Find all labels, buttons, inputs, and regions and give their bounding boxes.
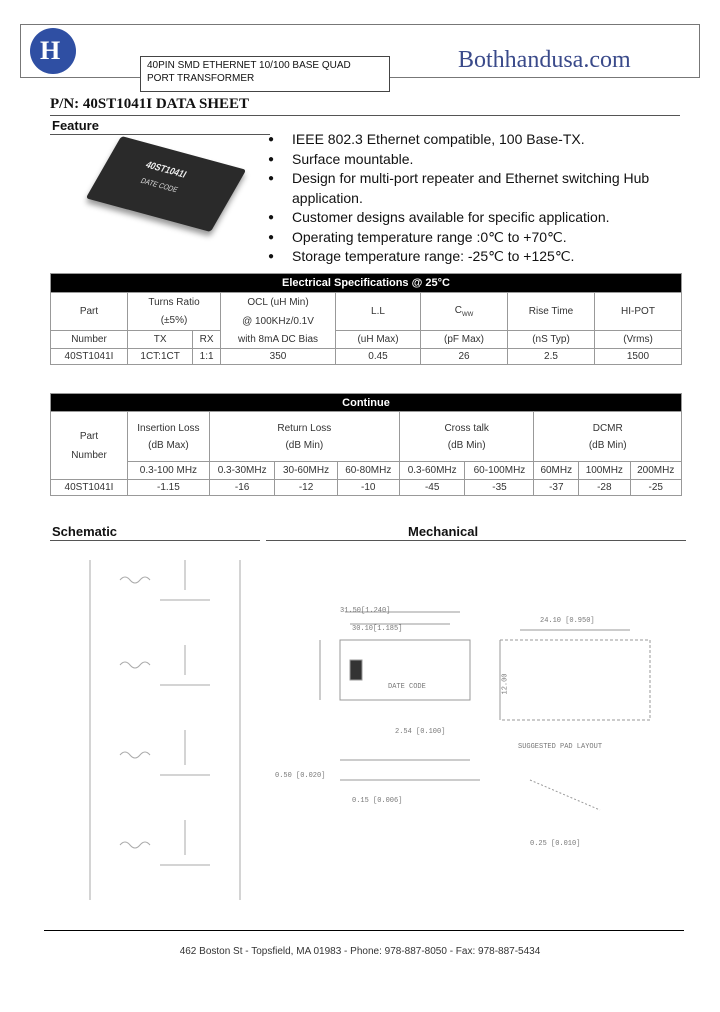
- table-cell: 40ST1041I: [51, 480, 128, 496]
- dim-label: 30.10[1.185]: [352, 625, 403, 633]
- col-header: TX: [128, 331, 193, 349]
- col-header: (nS Typ): [508, 331, 595, 349]
- list-item: ● Design for multi-port repeater and Ethernet switching Hub application.: [268, 169, 688, 208]
- table-row: [51, 349, 682, 365]
- col-header: HI-POT: [595, 293, 682, 331]
- table-cell: 26: [421, 349, 508, 365]
- table-cell: -16: [209, 480, 275, 496]
- dim-label: 12.00: [501, 673, 510, 695]
- freq-header: 200MHz: [630, 462, 681, 480]
- freq-header: 0.3-100 MHz: [128, 462, 210, 480]
- product-desc-line1: 40PIN SMD ETHERNET 10/100 BASE QUAD: [147, 60, 351, 71]
- chip-date-code: DATE CODE: [138, 177, 179, 195]
- freq-header: 60-80MHz: [337, 462, 399, 480]
- col-header: Number: [51, 331, 128, 349]
- freq-header: 60MHz: [534, 462, 579, 480]
- dim-label: 24.10 [0.950]: [540, 617, 595, 625]
- table-cell: 2.5: [508, 349, 595, 365]
- footer-address: 462 Boston St - Topsfield, MA 01983 - Phone: 978-887-8050 - Fax: 978-887-5434: [179, 946, 541, 957]
- col-header: (±5%): [128, 312, 221, 331]
- list-item: ● Surface mountable.: [268, 150, 688, 170]
- table-cell: -45: [399, 480, 465, 496]
- divider: [266, 540, 686, 541]
- table-cell: 350: [221, 349, 336, 365]
- chip-label: 40ST1041I: [143, 159, 189, 180]
- mechanical-heading: Mechanical: [408, 524, 479, 539]
- schematic-heading: Schematic: [52, 524, 118, 539]
- mechanical-drawing: [300, 600, 690, 850]
- electrical-spec-table: [50, 273, 682, 365]
- footer-divider: [44, 930, 684, 931]
- table-cell: 1500: [595, 349, 682, 365]
- freq-header: 0.3-60MHz: [399, 462, 465, 480]
- dim-label: 0.50 [0.020]: [275, 772, 326, 780]
- col-header: L.L: [336, 293, 421, 331]
- col-header: Cross talk (dB Min): [399, 412, 534, 462]
- table-cell: -10: [337, 480, 399, 496]
- table-cell: 40ST1041I: [51, 349, 128, 365]
- freq-header: 60-100MHz: [465, 462, 534, 480]
- dim-label: 2.54 [0.100]: [395, 728, 446, 736]
- product-desc-line2: PORT TRANSFORMER: [147, 73, 255, 84]
- table-cell: -25: [630, 480, 681, 496]
- brand-site-name[interactable]: Bothhandusa.com: [458, 47, 631, 73]
- col-header: $C_{WW}$: [421, 293, 508, 331]
- freq-header: 100MHz: [579, 462, 630, 480]
- table-cell: -12: [275, 480, 337, 496]
- table-title: Electrical Specifications @ 25°C: [51, 274, 682, 293]
- table-cell: 0.45: [336, 349, 421, 365]
- pad-layout-caption: SUGGESTED PAD LAYOUT: [518, 743, 603, 751]
- product-description-box: [140, 56, 390, 92]
- table-cell: -28: [579, 480, 630, 496]
- table-row: [51, 480, 682, 496]
- table-title: Continue: [51, 394, 682, 412]
- list-item: ● Customer designs available for specific application.: [268, 208, 688, 228]
- company-logo: H: [30, 28, 76, 74]
- list-item: ● IEEE 802.3 Ethernet compatible, 100 Base-TX.: [268, 130, 688, 150]
- col-header: (uH Max): [336, 331, 421, 349]
- table-cell: -37: [534, 480, 579, 496]
- col-header: OCL (uH Min): [221, 293, 336, 312]
- col-header: (pF Max): [421, 331, 508, 349]
- col-header: with 8mA DC Bias: [221, 331, 336, 349]
- continue-spec-table: [50, 393, 682, 496]
- dim-label: 0.15 [0.006]: [352, 797, 403, 805]
- col-header: Insertion Loss (dB Max): [128, 412, 210, 462]
- feature-list: [268, 130, 688, 267]
- dim-label: DATE CODE: [388, 683, 426, 691]
- list-item: ● Storage temperature range: -25℃ to +125℃.: [268, 247, 688, 267]
- table-cell: -1.15: [128, 480, 210, 496]
- col-header: Part: [51, 293, 128, 331]
- col-header: Part Number: [51, 412, 128, 480]
- table-cell: -35: [465, 480, 534, 496]
- schematic-drawing: [60, 550, 260, 910]
- col-header: RX: [193, 331, 221, 349]
- col-header: DCMR (dB Min): [534, 412, 682, 462]
- feature-heading: Feature: [52, 118, 99, 133]
- dim-label: 31.50[1.240]: [340, 607, 391, 615]
- col-header: (Vrms): [595, 331, 682, 349]
- col-header: Turns Ratio: [128, 293, 221, 312]
- table-cell: 1:1: [193, 349, 221, 365]
- freq-header: 0.3-30MHz: [209, 462, 275, 480]
- col-header: @ 100KHz/0.1V: [221, 312, 336, 331]
- table-cell: 1CT:1CT: [128, 349, 193, 365]
- component-photo: [86, 136, 246, 232]
- list-item: ● Operating temperature range :0℃ to +70℃.: [268, 228, 688, 248]
- divider: [50, 115, 680, 116]
- col-header: Return Loss (dB Min): [209, 412, 399, 462]
- divider: [50, 134, 270, 135]
- part-number-title: P/N: 40ST1041I DATA SHEET: [50, 96, 250, 112]
- dim-label: 0.25 [0.010]: [530, 840, 581, 848]
- divider: [50, 540, 260, 541]
- freq-header: 30-60MHz: [275, 462, 337, 480]
- col-header: Rise Time: [508, 293, 595, 331]
